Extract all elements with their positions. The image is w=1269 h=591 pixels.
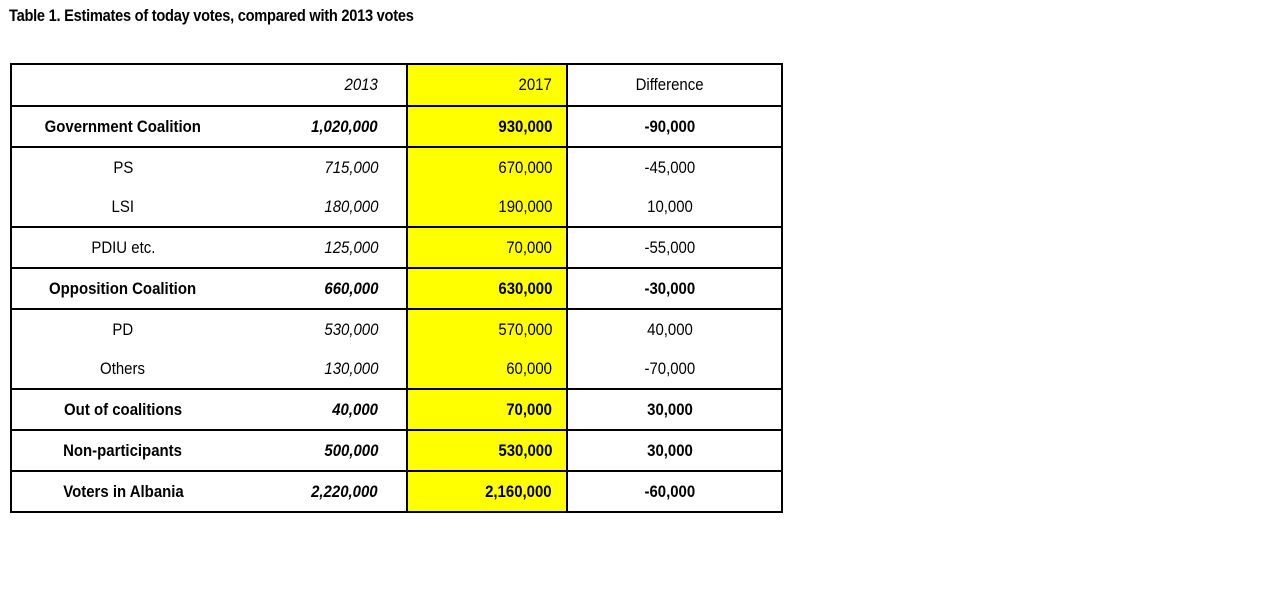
value-difference: 10,000 bbox=[646, 197, 693, 216]
value-2017: 190,000 bbox=[407, 187, 567, 227]
table-row bbox=[11, 147, 782, 187]
row-label: PDIU etc. bbox=[11, 227, 234, 268]
table-row bbox=[11, 106, 782, 147]
table-row bbox=[11, 430, 782, 471]
value-2013: 530,000 bbox=[234, 309, 407, 349]
table-row bbox=[11, 389, 782, 430]
value-2013: 660,000 bbox=[234, 268, 407, 309]
value-2013: 500,000 bbox=[234, 430, 407, 471]
row-label: Voters in Albania bbox=[11, 471, 234, 512]
value-difference: -30,000 bbox=[567, 268, 782, 309]
value-2013: 130,000 bbox=[234, 349, 407, 389]
row-label: PS bbox=[11, 147, 234, 187]
value-2017: 60,000 bbox=[407, 349, 567, 389]
value-2017: 670,000 bbox=[407, 147, 567, 187]
value-2017: 70,000 bbox=[407, 389, 567, 430]
table-row bbox=[11, 309, 782, 349]
value-2013: 180,000 bbox=[234, 187, 407, 227]
header-2017: 2017 bbox=[407, 64, 567, 106]
value-2017: 570,000 bbox=[407, 309, 567, 349]
value-difference: 30,000 bbox=[567, 389, 782, 430]
row-label: LSI bbox=[111, 197, 135, 216]
row-label: Out of coalitions bbox=[11, 389, 234, 430]
header-2013: 2013 bbox=[234, 64, 407, 106]
value-difference: 40,000 bbox=[567, 309, 782, 349]
value-2013: 40,000 bbox=[234, 389, 407, 430]
value-difference: -60,000 bbox=[567, 471, 782, 512]
value-2013: 2,220,000 bbox=[234, 471, 407, 512]
row-label: Opposition Coalition bbox=[11, 268, 234, 309]
value-difference: 30,000 bbox=[567, 430, 782, 471]
table-title: Table 1. Estimates of today votes, compared with 2013 votes bbox=[9, 6, 414, 25]
table-row bbox=[11, 268, 782, 309]
value-2017: 630,000 bbox=[407, 268, 567, 309]
value-2017: 530,000 bbox=[407, 430, 567, 471]
value-difference: -90,000 bbox=[567, 106, 782, 147]
value-2017: 930,000 bbox=[407, 106, 567, 147]
value-2013: 1,020,000 bbox=[234, 106, 407, 147]
votes-table bbox=[10, 63, 783, 513]
value-2013: 715,000 bbox=[234, 147, 407, 187]
value-2013: 125,000 bbox=[234, 227, 407, 268]
value-difference: -55,000 bbox=[567, 227, 782, 268]
row-label: PD bbox=[11, 309, 234, 349]
header-row bbox=[11, 64, 782, 106]
value-difference: -45,000 bbox=[567, 147, 782, 187]
header-label-cell bbox=[11, 64, 234, 106]
row-label: Others bbox=[100, 359, 146, 378]
row-label: Non-participants bbox=[11, 430, 234, 471]
header-difference: Difference bbox=[635, 75, 704, 94]
row-label: Government Coalition bbox=[11, 106, 234, 147]
value-2017: 70,000 bbox=[407, 227, 567, 268]
value-difference: -70,000 bbox=[644, 359, 695, 378]
table-row bbox=[11, 187, 782, 227]
table-row bbox=[11, 227, 782, 268]
table-row bbox=[11, 471, 782, 512]
table-row bbox=[11, 349, 782, 389]
value-2017: 2,160,000 bbox=[407, 471, 567, 512]
